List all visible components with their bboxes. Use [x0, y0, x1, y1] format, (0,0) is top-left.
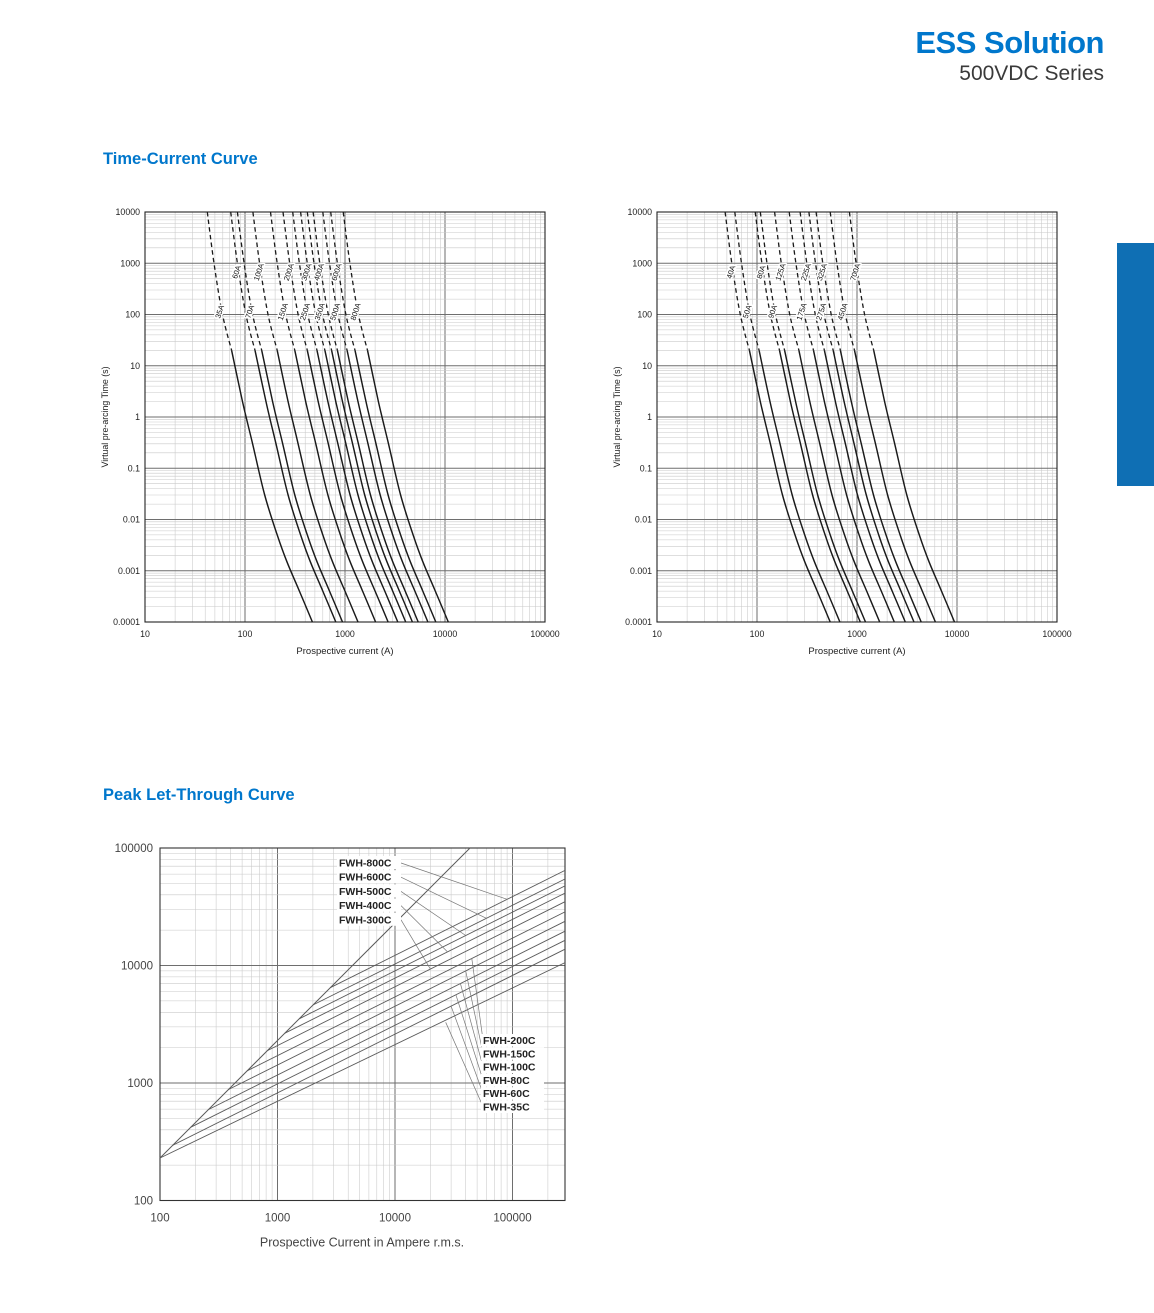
x-tick-10000: 10000 — [432, 629, 458, 639]
curve-label-60A: 60A — [230, 264, 243, 280]
y-tick-0.1: 0.1 — [127, 463, 140, 474]
time-current-chart-left — [97, 204, 572, 659]
curve-solid-500A — [347, 350, 428, 622]
x-tick-100000: 100000 — [1042, 629, 1072, 639]
y-tick-0.001: 0.001 — [117, 565, 140, 576]
curve-label-175A: 175A — [794, 301, 809, 322]
prospective-peak-line — [160, 848, 470, 1158]
curve-solid-800A — [368, 350, 449, 622]
curve-dashed-50A — [735, 212, 759, 350]
curve-label-450A: 450A — [835, 301, 850, 322]
series-label-FWH-500C: FWH-500C — [339, 885, 392, 898]
y-tick-100: 100 — [637, 309, 652, 320]
curve-label-800A: 800A — [348, 301, 363, 322]
grid — [145, 212, 545, 622]
curve-dashed-40A — [725, 212, 749, 350]
curve-label-225A: 225A — [799, 262, 814, 282]
x-tick-1000: 1000 — [264, 1212, 291, 1225]
y-tick-0.0001: 0.0001 — [625, 617, 652, 627]
curve-solid-300A — [325, 350, 406, 622]
leader-FWH-500C — [401, 891, 466, 935]
curve-label-90A: 90A — [766, 303, 780, 320]
line-FWH-300C — [268, 902, 565, 1051]
curve-label-125A: 125A — [773, 262, 788, 282]
x-tick-1000: 1000 — [335, 629, 355, 639]
y-axis-label: Virtual pre-arcing Time (s) — [100, 366, 110, 468]
y-tick-100: 100 — [125, 309, 140, 320]
y-tick-1: 1 — [647, 412, 652, 422]
series-label-FWH-800C: FWH-800C — [339, 857, 392, 870]
time-current-chart-right — [609, 204, 1084, 659]
curve-label-80A: 80A — [754, 264, 768, 280]
curve-label-250A: 250A — [298, 301, 313, 322]
series-label-FWH-60C: FWH-60C — [483, 1088, 530, 1101]
y-tick-1: 1 — [135, 412, 140, 422]
x-tick-100: 100 — [749, 629, 765, 639]
brand-subtitle: 500VDC Series — [959, 62, 1104, 86]
curve-dashed-150A — [271, 212, 295, 350]
x-tick-10000: 10000 — [944, 629, 970, 639]
y-tick-0.01: 0.01 — [634, 514, 652, 525]
series-label-FWH-35C: FWH-35C — [483, 1101, 530, 1114]
y-tick-1000: 1000 — [127, 1078, 153, 1090]
y-tick-0.1: 0.1 — [639, 463, 652, 474]
y-tick-10: 10 — [130, 360, 140, 371]
curve-label-200A: 200A — [281, 262, 296, 282]
curve-label-350A: 350A — [312, 301, 327, 322]
curve-label-400A: 400A — [312, 262, 327, 282]
curve-label-300A: 300A — [299, 262, 314, 282]
curve-solid-70A — [262, 350, 343, 622]
curve-label-100A: 100A — [251, 262, 266, 282]
curve-dashed-800A — [343, 212, 367, 350]
curve-dashed-35A — [207, 212, 231, 350]
x-tick-10: 10 — [140, 629, 150, 639]
y-tick-100000: 100000 — [114, 843, 153, 855]
curve-solid-35A — [232, 350, 313, 622]
side-tab — [1117, 243, 1154, 486]
y-tick-10000: 10000 — [627, 207, 652, 217]
y-tick-10000: 10000 — [115, 207, 140, 217]
series-label-FWH-100C: FWH-100C — [483, 1061, 536, 1074]
curve-dashed-60A — [231, 212, 255, 350]
x-axis-label: Prospective current (A) — [296, 646, 394, 657]
leader-FWH-80C — [456, 995, 483, 1080]
section-title-peak-let-through: Peak Let-Through Curve — [103, 786, 295, 804]
curve-label-325A: 325A — [815, 262, 830, 282]
y-tick-100: 100 — [133, 1195, 153, 1208]
y-tick-1000: 1000 — [120, 258, 140, 269]
series-label-FWH-400C: FWH-400C — [339, 900, 392, 913]
y-tick-10000: 10000 — [121, 960, 153, 973]
brand-block — [915, 26, 1104, 86]
series-label-FWH-600C: FWH-600C — [339, 871, 392, 884]
curve-solid-225A — [824, 350, 905, 622]
curve-label-70A: 70A — [243, 303, 257, 320]
axis-ticks — [115, 843, 532, 1225]
x-tick-100: 100 — [237, 629, 253, 639]
x-axis-label: Prospective Current in Ampere r.m.s. — [259, 1235, 465, 1250]
curve-solid-90A — [785, 350, 866, 622]
curve-label-500A: 500A — [328, 301, 343, 322]
curve-label-35A: 35A — [213, 303, 227, 320]
curve-dashed-80A — [755, 212, 779, 350]
curve-solid-450A — [855, 350, 936, 622]
curve-solid-275A — [833, 350, 914, 622]
y-tick-1000: 1000 — [632, 258, 652, 269]
x-tick-10: 10 — [652, 629, 662, 639]
series-label-FWH-150C: FWH-150C — [483, 1048, 536, 1061]
curve-label-50A: 50A — [740, 303, 754, 320]
leader-FWH-300C — [401, 920, 430, 969]
y-axis-label: Virtual pre-arcing Time (s) — [612, 366, 622, 468]
curve-dashed-450A — [830, 212, 854, 350]
x-tick-100: 100 — [150, 1212, 170, 1225]
curve-label-700A: 700A — [848, 262, 863, 282]
series-label-FWH-80C: FWH-80C — [483, 1074, 530, 1087]
x-axis-label: Prospective current (A) — [808, 646, 906, 657]
series-label-FWH-300C: FWH-300C — [339, 914, 392, 927]
leader-FWH-400C — [401, 906, 448, 952]
x-tick-1000: 1000 — [847, 629, 867, 639]
brand-title: ESS Solution — [915, 25, 1104, 60]
y-tick-10: 10 — [642, 360, 652, 371]
y-tick-0.01: 0.01 — [122, 514, 140, 525]
curve-label-40A: 40A — [724, 264, 738, 280]
peak-let-through-chart — [98, 840, 643, 1255]
curve-label-150A: 150A — [275, 301, 290, 322]
x-tick-10000: 10000 — [379, 1212, 411, 1225]
x-tick-100000: 100000 — [493, 1212, 532, 1225]
curve-solid-50A — [759, 350, 840, 622]
section-title-time-current: Time-Current Curve — [103, 150, 258, 168]
curve-label-600A: 600A — [329, 262, 344, 282]
series-label-FWH-200C: FWH-200C — [483, 1035, 536, 1047]
y-tick-0.0001: 0.0001 — [113, 617, 140, 627]
curve-label-275A: 275A — [814, 301, 829, 322]
x-tick-100000: 100000 — [530, 629, 560, 639]
y-tick-0.001: 0.001 — [629, 565, 652, 576]
leader-FWH-800C — [401, 863, 507, 899]
